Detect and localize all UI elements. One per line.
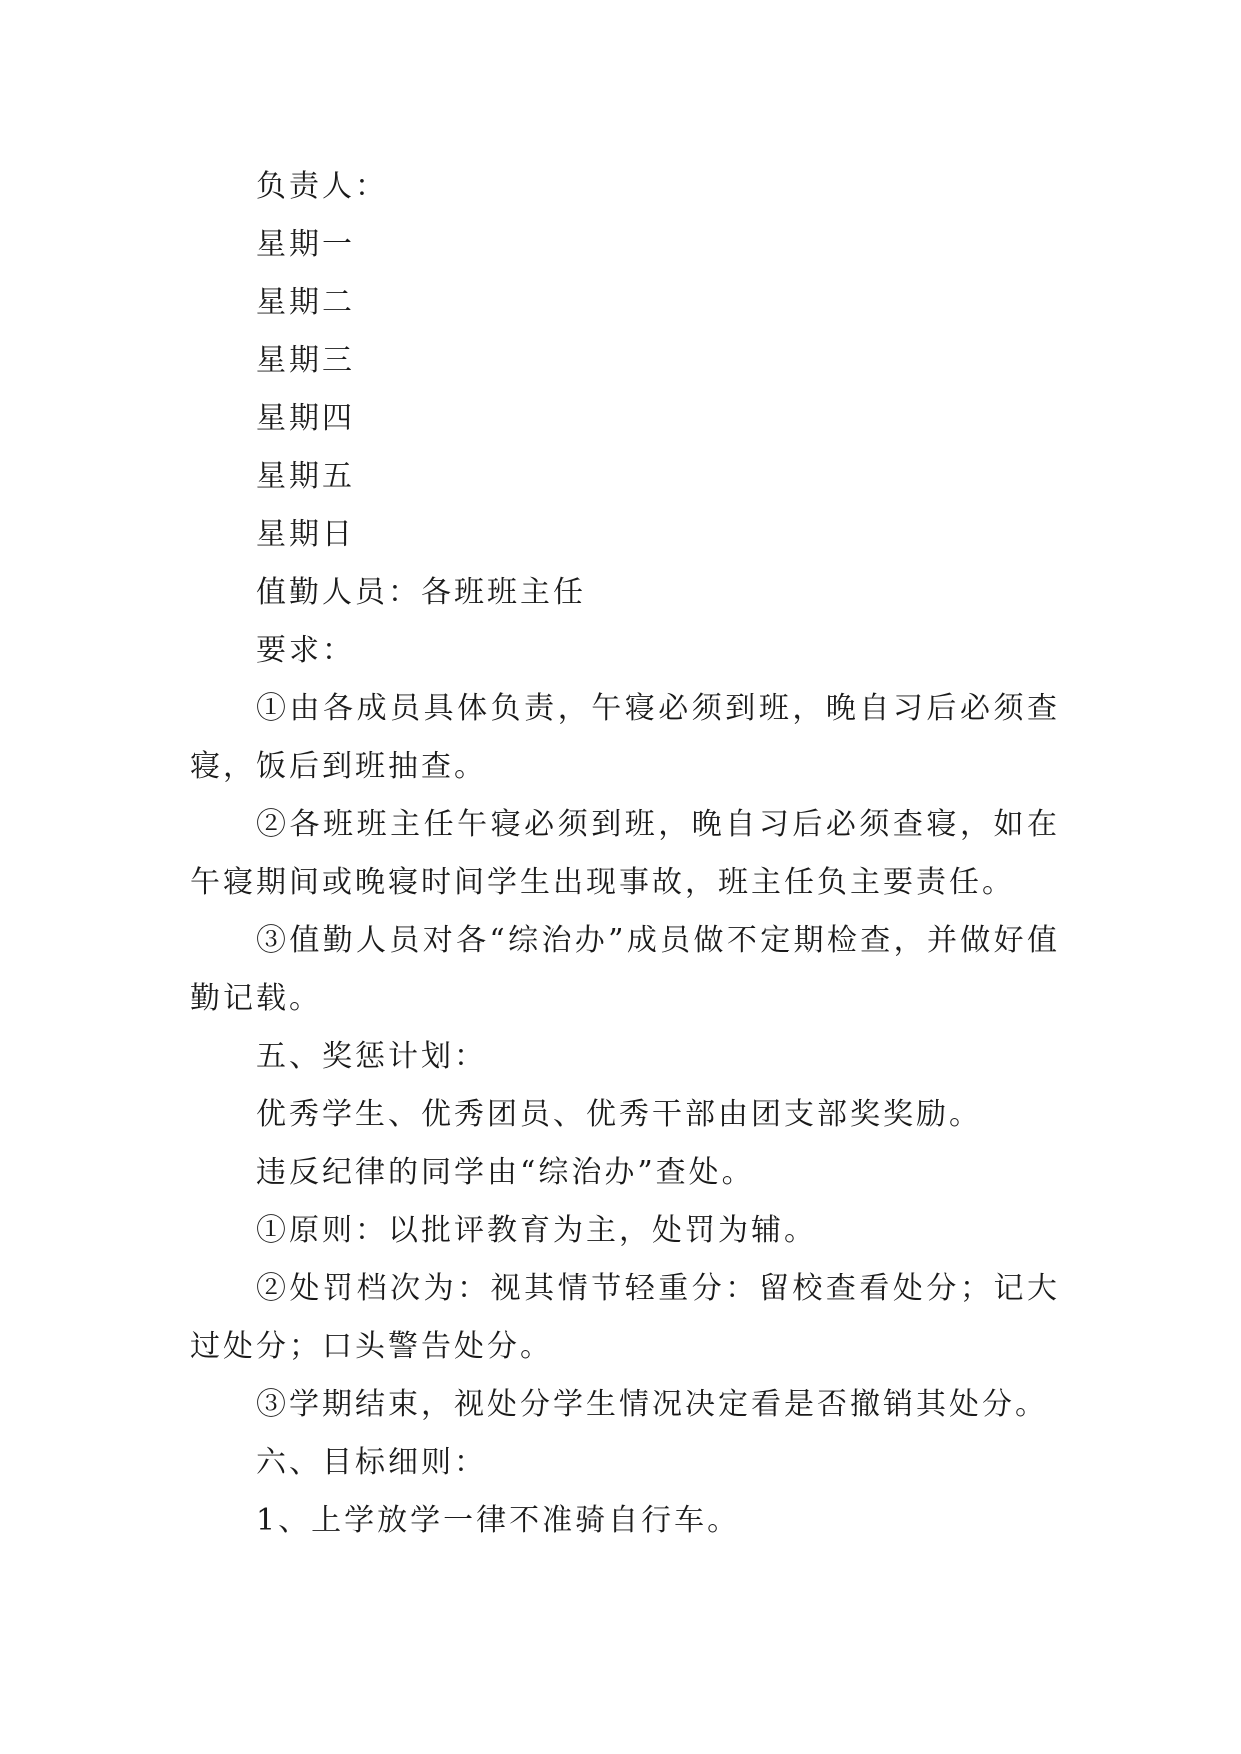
paragraph-friday: 星期五 (256, 459, 355, 494)
paragraph-requirements-heading: 要求： (256, 633, 355, 668)
paragraph-requirement-3: ③值勤人员对各“综治办”成员做不定期检查，并做好值勤记载。 (190, 923, 1060, 1016)
paragraph-violations: 违反纪律的同学由“综治办”查处。 (256, 1155, 755, 1190)
paragraph-rewards: 优秀学生、优秀团员、优秀干部由团支部奖奖励。 (256, 1097, 982, 1132)
paragraph-requirement-1: ①由各成员具体负责，午寝必须到班，晚自习后必须查寝，饭后到班抽查。 (190, 691, 1060, 784)
paragraph-rule-1: 1、上学放学一律不准骑自行车。 (256, 1503, 741, 1538)
section-heading-rewards-penalties: 五、奖惩计划： (256, 1039, 487, 1074)
paragraph-principle: ①原则：以批评教育为主，处罚为辅。 (256, 1213, 817, 1248)
paragraph-tuesday: 星期二 (256, 285, 355, 320)
paragraph-wednesday: 星期三 (256, 343, 355, 378)
paragraph-responsible-person: 负责人： (256, 169, 388, 204)
paragraph-monday: 星期一 (256, 227, 355, 262)
paragraph-requirement-2: ②各班班主任午寝必须到班，晚自习后必须查寝，如在午寝期间或晚寝时间学生出现事故，班主任负主要责任。 (190, 807, 1060, 900)
paragraph-penalty-levels: ②处罚档次为：视其情节轻重分：留校查看处分；记大过处分；口头警告处分。 (190, 1271, 1060, 1364)
paragraph-thursday: 星期四 (256, 401, 355, 436)
paragraph-sunday: 星期日 (256, 517, 355, 552)
paragraph-semester-end: ③学期结束，视处分学生情况决定看是否撤销其处分。 (256, 1387, 1048, 1422)
paragraph-duty-staff: 值勤人员：各班班主任 (256, 575, 586, 610)
document-body (190, 158, 1060, 1550)
section-heading-target-rules: 六、目标细则： (256, 1445, 487, 1480)
